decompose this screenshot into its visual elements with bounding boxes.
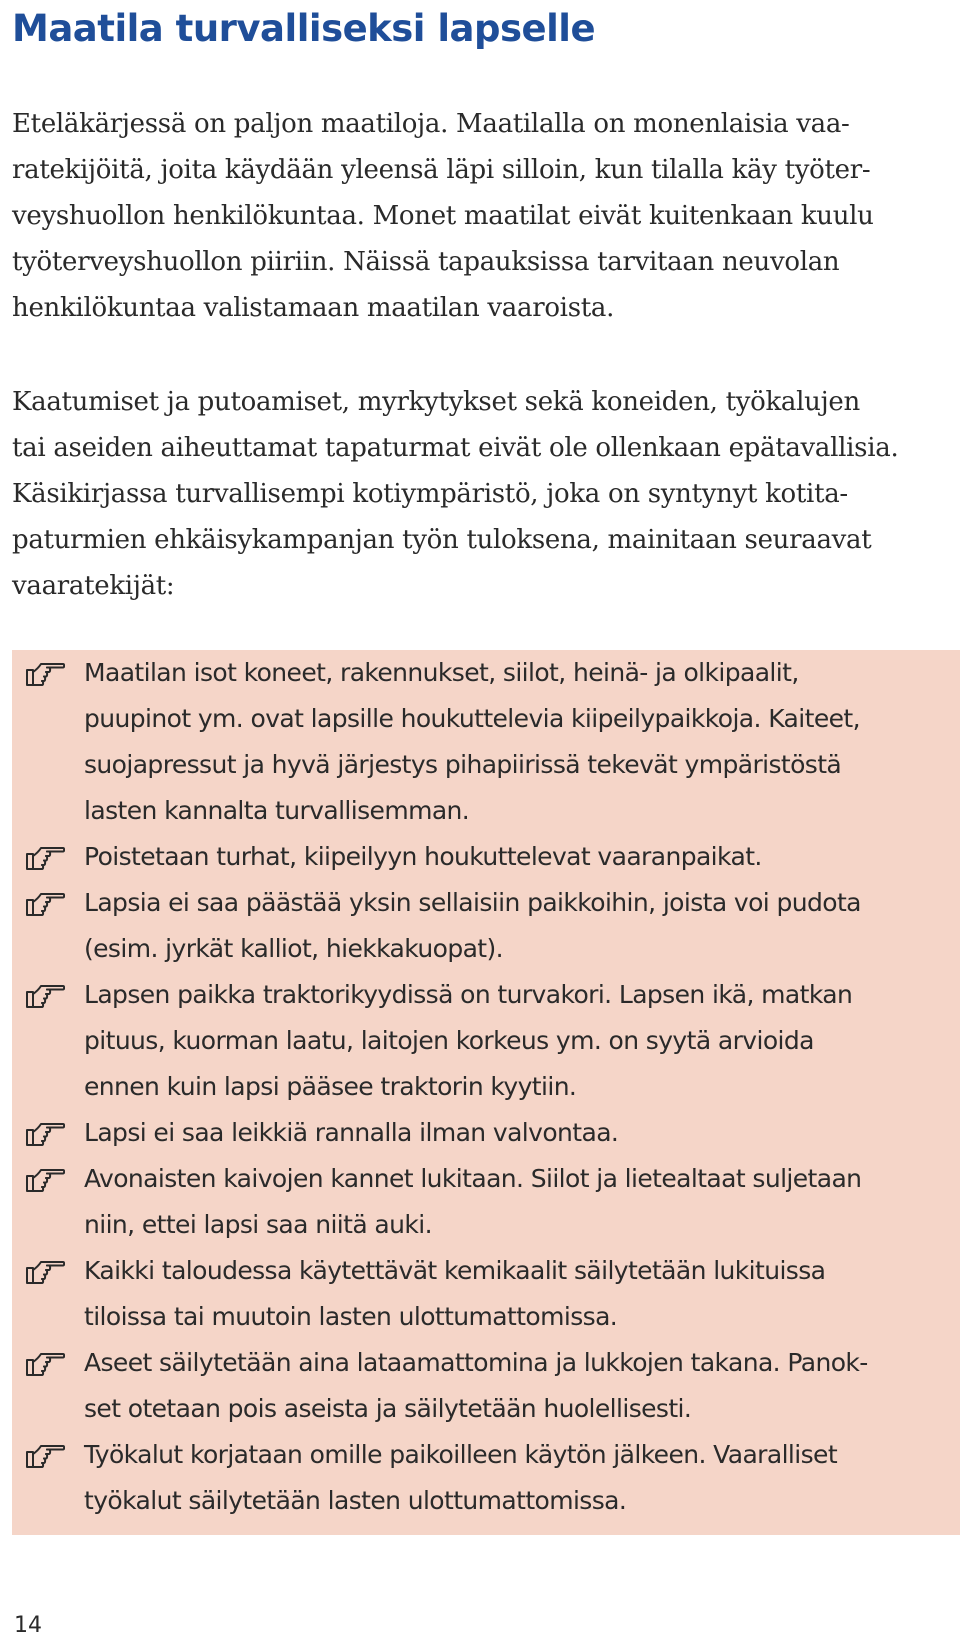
intro-line: työterveyshuollon piiriin. Näissä tapauksissa tarvitaan neuvolan bbox=[12, 247, 840, 277]
pointing-hand-icon bbox=[25, 983, 65, 1011]
bullet-item bbox=[12, 1432, 960, 1524]
hazards-line: tai aseiden aiheuttamat tapaturmat eivät ole ollenkaan epätavallisia. bbox=[12, 433, 899, 463]
bullet-item bbox=[12, 650, 960, 834]
bullet-item bbox=[12, 880, 960, 972]
bullet-line: Kaikki taloudessa käytettävät kemikaalit säilytetään lukituissa bbox=[84, 1256, 826, 1285]
bullet-line: Avonaisten kaivojen kannet lukitaan. Siilot ja lietealtaat suljetaan bbox=[84, 1164, 862, 1193]
pointing-hand-icon bbox=[25, 1121, 65, 1149]
bullet-line: Aseet säilytetään aina lataamattomina ja lukkojen takana. Panok- bbox=[84, 1348, 868, 1377]
bullet-item bbox=[12, 1110, 960, 1156]
bullet-line: ennen kuin lapsi pääsee traktorin kyytiin. bbox=[84, 1072, 577, 1101]
hazards-line: paturmien ehkäisykampanjan työn tuloksena, mainitaan seuraavat bbox=[12, 525, 872, 555]
bullet-item bbox=[12, 834, 960, 880]
bullet-text bbox=[84, 1156, 861, 1248]
bullet-line: Poistetaan turhat, kiipeilyyn houkuttelevat vaaranpaikat. bbox=[84, 842, 762, 871]
intro-line: ratekijöitä, joita käydään yleensä läpi silloin, kun tilalla käy työter- bbox=[12, 155, 871, 185]
intro-line: Eteläkärjessä on paljon maatiloja. Maatilalla on monenlaisia vaa- bbox=[12, 109, 850, 139]
bullet-text bbox=[84, 1248, 825, 1340]
hazards-line: vaaratekijät: bbox=[12, 571, 175, 601]
bullet-text bbox=[84, 972, 852, 1110]
hazards-paragraph bbox=[12, 379, 952, 609]
page-title: Maatila turvalliseksi lapselle bbox=[12, 7, 596, 50]
bullet-item bbox=[12, 1156, 960, 1248]
safety-tips-box bbox=[12, 650, 960, 1535]
bullet-line: tiloissa tai muutoin lasten ulottumattomissa. bbox=[84, 1302, 618, 1331]
page-number: 14 bbox=[14, 1613, 42, 1638]
hazards-line: Käsikirjassa turvallisempi kotiympäristö, joka on syntynyt kotita- bbox=[12, 479, 848, 509]
pointing-hand-icon bbox=[25, 891, 65, 919]
bullet-line: set otetaan pois aseista ja säilytetään huolellisesti. bbox=[84, 1394, 692, 1423]
intro-line: veyshuollon henkilökuntaa. Monet maatilat eivät kuitenkaan kuulu bbox=[12, 201, 874, 231]
pointing-hand-icon bbox=[25, 1167, 65, 1195]
pointing-hand-icon bbox=[25, 1443, 65, 1471]
pointing-hand-icon bbox=[25, 1351, 65, 1379]
hazards-line: Kaatumiset ja putoamiset, myrkytykset sekä koneiden, työkalujen bbox=[12, 387, 860, 417]
bullet-line: lasten kannalta turvallisemman. bbox=[84, 796, 470, 825]
bullet-line: pituus, kuorman laatu, laitojen korkeus ym. on syytä arvioida bbox=[84, 1026, 814, 1055]
bullet-line: Maatilan isot koneet, rakennukset, siilot, heinä- ja olkipaalit, bbox=[84, 658, 799, 687]
bullet-item bbox=[12, 972, 960, 1110]
bullet-text bbox=[84, 834, 762, 880]
bullet-line: työkalut säilytetään lasten ulottumattomissa. bbox=[84, 1486, 627, 1515]
bullet-line: Lapsen paikka traktorikyydissä on turvakori. Lapsen ikä, matkan bbox=[84, 980, 853, 1009]
bullet-text bbox=[84, 1110, 618, 1156]
intro-line: henkilökuntaa valistamaan maatilan vaaroista. bbox=[12, 293, 615, 323]
bullet-line: puupinot ym. ovat lapsille houkuttelevia kiipeilypaikkoja. Kaiteet, bbox=[84, 704, 860, 733]
bullet-line: Työkalut korjataan omille paikoilleen käytön jälkeen. Vaaralliset bbox=[84, 1440, 838, 1469]
bullet-line: Lapsi ei saa leikkiä rannalla ilman valvontaa. bbox=[84, 1118, 619, 1147]
bullet-text bbox=[84, 1432, 837, 1524]
pointing-hand-icon bbox=[25, 845, 65, 873]
bullet-line: niin, ettei lapsi saa niitä auki. bbox=[84, 1210, 432, 1239]
bullet-item bbox=[12, 1248, 960, 1340]
bullet-text bbox=[84, 650, 860, 834]
bullet-line: Lapsia ei saa päästää yksin sellaisiin paikkoihin, joista voi pudota bbox=[84, 888, 861, 917]
pointing-hand-icon bbox=[25, 1259, 65, 1287]
bullet-line: suojapressut ja hyvä järjestys pihapiirissä tekevät ympäristöstä bbox=[84, 750, 842, 779]
bullet-text bbox=[84, 880, 861, 972]
bullet-item bbox=[12, 1340, 960, 1432]
bullet-text bbox=[84, 1340, 868, 1432]
bullet-line: (esim. jyrkät kalliot, hiekkakuopat). bbox=[84, 934, 504, 963]
intro-paragraph bbox=[12, 101, 952, 331]
pointing-hand-icon bbox=[25, 661, 65, 689]
